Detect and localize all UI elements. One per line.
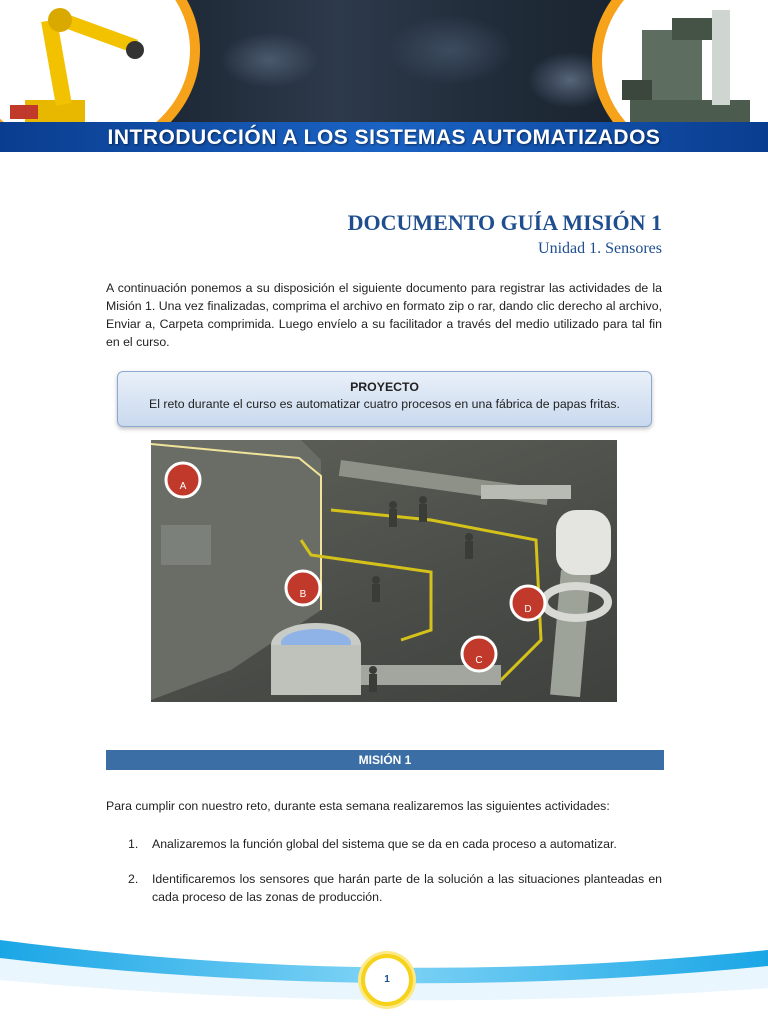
banner-background-image [150, 0, 620, 122]
list-item-text: Identificaremos los sensores que harán parte de la solución a las situaciones planteadas en cada proceso de las zonas de producción. [152, 872, 662, 904]
marker-c [462, 637, 496, 671]
marker-d-label: D [524, 604, 532, 615]
page-number: 1 [361, 954, 413, 1006]
document-title: DOCUMENTO GUÍA MISIÓN 1 [347, 210, 662, 235]
marker-d [511, 586, 545, 620]
robot-arm-icon [0, 0, 170, 130]
list-item-number: 1. [128, 837, 139, 851]
list-item-number: 2. [128, 872, 139, 886]
project-text: El reto durante el curso es automatizar cuatro procesos en una fábrica de papas fritas. [149, 397, 620, 411]
project-callout [117, 371, 652, 427]
activity-list [128, 835, 662, 923]
factory-floor-image [151, 440, 617, 702]
mission-lead: Para cumplir con nuestro reto, durante esta semana realizaremos las siguientes actividades: [106, 799, 610, 813]
drill-press-icon [602, 0, 768, 140]
marker-a [166, 463, 200, 497]
zone-markers [151, 440, 617, 702]
list-item-text: Analizaremos la función global del sistema que se da en cada proceso a automatizar. [152, 837, 617, 851]
intro-paragraph: A continuación ponemos a su disposición el siguiente documento para registrar las actividades de la Misión 1. Una vez finalizadas, comprima el archivo en formato zip o rar, dando clic derecho al archivo, Enviar a, Carpeta comprimida. Luego envíelo a su facilitador a través del medio utilizado para tal fin en el curso. [106, 281, 662, 349]
banner-title: INTRODUCCIÓN A LOS SISTEMAS AUTOMATIZADOS [107, 126, 661, 149]
marker-b [286, 571, 320, 605]
header-banner [0, 0, 768, 152]
marker-b-label: B [299, 589, 307, 600]
list-item [128, 835, 662, 853]
document-subtitle: Unidad 1. Sensores [538, 240, 662, 257]
mission-heading: MISIÓN 1 [106, 750, 664, 770]
list-item [128, 870, 662, 906]
marker-c-label: C [475, 655, 483, 666]
project-title: PROYECTO [350, 380, 419, 394]
marker-a-label: A [179, 481, 187, 492]
